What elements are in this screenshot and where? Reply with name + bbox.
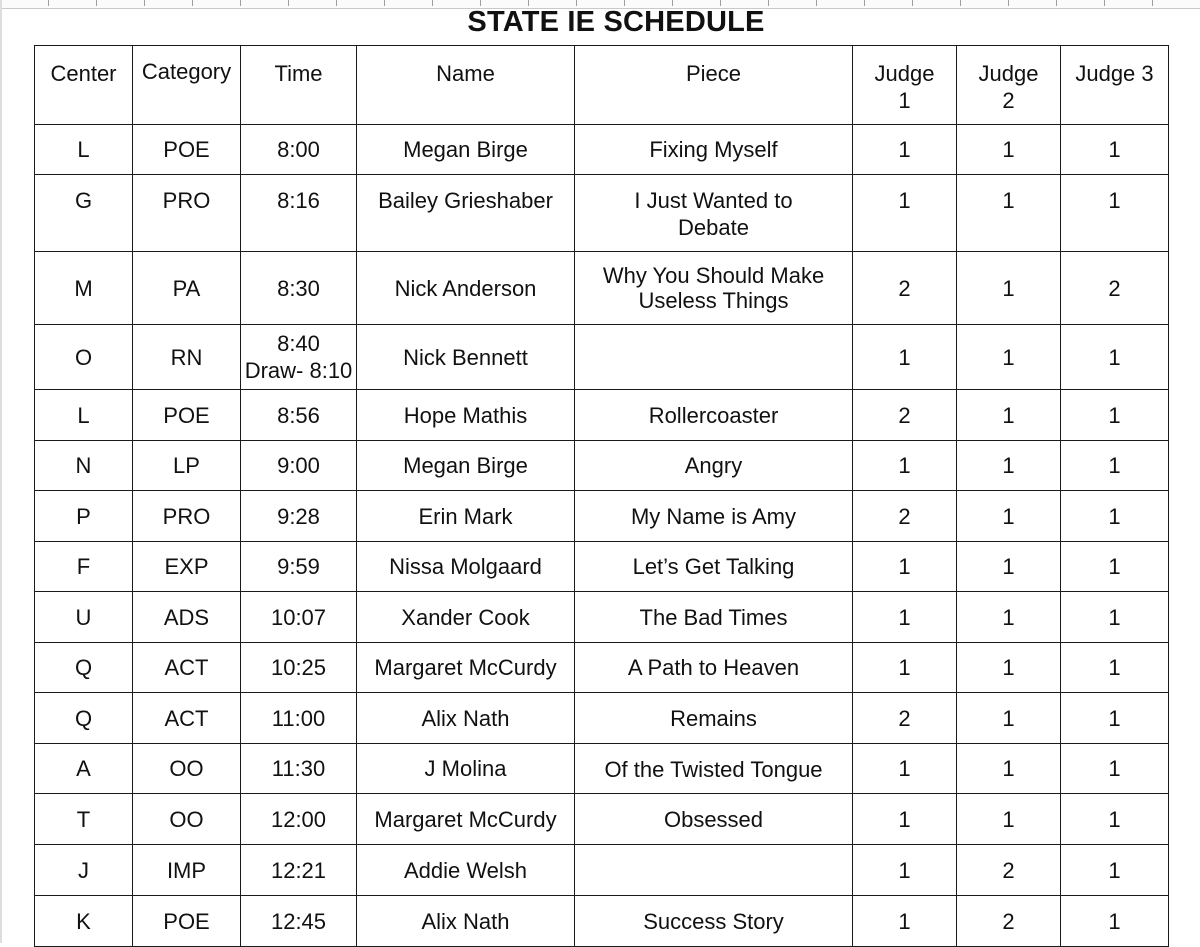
cell-piece: A Path to Heaven	[575, 643, 853, 693]
cell-judge-2: 1	[957, 542, 1061, 592]
table-row	[35, 125, 1169, 175]
header-judge-2-line2: 2	[1002, 88, 1015, 113]
cell-piece: The Bad Times	[575, 592, 853, 643]
cell-judge-3: 2	[1061, 252, 1169, 325]
table-row	[35, 252, 1169, 325]
cell-judge-1: 1	[853, 845, 957, 896]
cell-judge-1: 1	[853, 643, 957, 693]
cell-time: 9:59	[241, 542, 357, 592]
cell-time: 12:21	[241, 845, 357, 896]
header-judge-2-line1: Judge	[978, 61, 1039, 86]
cell-center: N	[35, 441, 133, 491]
cell-name: Alix Nath	[357, 896, 575, 947]
cell-judge-2: 2	[957, 896, 1061, 947]
cell-category: ACT	[133, 693, 241, 744]
cell-piece: Rollercoaster	[575, 390, 853, 441]
header-row	[35, 46, 1169, 125]
cell-judge-3: 1	[1061, 390, 1169, 441]
cell-center: P	[35, 491, 133, 542]
table-row	[35, 845, 1169, 896]
header-judge-1-line2: 1	[898, 88, 911, 113]
cell-judge-3: 1	[1061, 845, 1169, 896]
cell-time: 11:30	[241, 744, 357, 794]
cell-name: Bailey Grieshaber	[357, 175, 575, 252]
cell-judge-1: 2	[853, 491, 957, 542]
cell-piece: Remains	[575, 693, 853, 744]
table-row	[35, 491, 1169, 542]
cell-time: 8:16	[241, 175, 357, 252]
cell-piece	[575, 325, 853, 390]
cell-judge-2: 1	[957, 325, 1061, 390]
cell-time: 8:00	[241, 125, 357, 175]
cell-piece	[575, 252, 853, 325]
cell-judge-2: 1	[957, 252, 1061, 325]
header-time: Time	[241, 46, 357, 125]
cell-piece: My Name is Amy	[575, 491, 853, 542]
cell-name: Xander Cook	[357, 592, 575, 643]
cell-judge-2: 1	[957, 794, 1061, 845]
cell-center: L	[35, 390, 133, 441]
table-row	[35, 794, 1169, 845]
cell-judge-1: 1	[853, 325, 957, 390]
header-name: Name	[357, 46, 575, 125]
header-piece: Piece	[575, 46, 853, 125]
cell-piece	[575, 175, 853, 252]
cell-name: Megan Birge	[357, 125, 575, 175]
cell-piece-line1: I Just Wanted to	[634, 188, 793, 213]
table-row	[35, 896, 1169, 947]
cell-judge-2: 1	[957, 491, 1061, 542]
cell-category: PA	[133, 252, 241, 325]
header-category: Category	[133, 46, 241, 125]
cell-category: PRO	[133, 175, 241, 252]
cell-piece: Success Story	[575, 896, 853, 947]
cell-time: 8:30	[241, 252, 357, 325]
cell-center: A	[35, 744, 133, 794]
cell-judge-2: 1	[957, 390, 1061, 441]
header-center: Center	[35, 46, 133, 125]
cell-name: Alix Nath	[357, 693, 575, 744]
cell-category: POE	[133, 390, 241, 441]
cell-name: Megan Birge	[357, 441, 575, 491]
cell-center: Q	[35, 693, 133, 744]
cell-judge-3: 1	[1061, 592, 1169, 643]
cell-category: RN	[133, 325, 241, 390]
cell-name: Erin Mark	[357, 491, 575, 542]
cell-time: 11:00	[241, 693, 357, 744]
cell-category: POE	[133, 125, 241, 175]
header-judge-1-line1: Judge	[874, 61, 935, 86]
cell-judge-2: 1	[957, 592, 1061, 643]
table-row	[35, 744, 1169, 794]
cell-time: 10:07	[241, 592, 357, 643]
cell-category: EXP	[133, 542, 241, 592]
cell-judge-2: 1	[957, 744, 1061, 794]
cell-judge-3: 1	[1061, 643, 1169, 693]
cell-judge-1: 1	[853, 175, 957, 252]
cell-judge-3: 1	[1061, 491, 1169, 542]
cell-category: POE	[133, 896, 241, 947]
cell-time	[241, 325, 357, 390]
cell-time-value: 8:40	[277, 331, 320, 356]
cell-piece: Angry	[575, 441, 853, 491]
cell-piece: Of the Twisted Tongue	[575, 744, 853, 794]
cell-time-draw-note: Draw- 8:10	[244, 358, 353, 383]
cell-piece-line2: Useless Things	[638, 288, 789, 313]
page-left-edge	[0, 0, 2, 943]
cell-judge-3: 1	[1061, 542, 1169, 592]
cell-name: Nissa Molgaard	[357, 542, 575, 592]
table-row	[35, 325, 1169, 390]
cell-category: IMP	[133, 845, 241, 896]
cell-time: 9:00	[241, 441, 357, 491]
cell-name: J Molina	[357, 744, 575, 794]
cell-center: G	[35, 175, 133, 252]
cell-center: L	[35, 125, 133, 175]
cell-judge-1: 1	[853, 896, 957, 947]
cell-judge-1: 1	[853, 441, 957, 491]
schedule-table	[34, 45, 1169, 947]
cell-judge-1: 2	[853, 693, 957, 744]
cell-center: Q	[35, 643, 133, 693]
table-row	[35, 175, 1169, 252]
cell-time: 12:00	[241, 794, 357, 845]
header-judge-1	[853, 46, 957, 125]
cell-judge-2: 1	[957, 693, 1061, 744]
cell-category: LP	[133, 441, 241, 491]
table-row	[35, 441, 1169, 491]
cell-time: 12:45	[241, 896, 357, 947]
page-title: STATE IE SCHEDULE	[467, 6, 765, 38]
table-row	[35, 542, 1169, 592]
header-judge-3: Judge 3	[1061, 46, 1169, 125]
cell-name: Nick Anderson	[357, 252, 575, 325]
table-row	[35, 592, 1169, 643]
cell-judge-2: 1	[957, 643, 1061, 693]
cell-judge-1: 2	[853, 390, 957, 441]
cell-name: Addie Welsh	[357, 845, 575, 896]
cell-judge-3: 1	[1061, 744, 1169, 794]
cell-center: T	[35, 794, 133, 845]
cell-time: 8:56	[241, 390, 357, 441]
cell-judge-3: 1	[1061, 325, 1169, 390]
cell-judge-1: 1	[853, 542, 957, 592]
table-row	[35, 693, 1169, 744]
cell-center: F	[35, 542, 133, 592]
cell-judge-1: 2	[853, 252, 957, 325]
table-row	[35, 643, 1169, 693]
cell-judge-3: 1	[1061, 125, 1169, 175]
cell-judge-3: 1	[1061, 175, 1169, 252]
cell-judge-2: 1	[957, 125, 1061, 175]
cell-judge-1: 1	[853, 592, 957, 643]
cell-piece	[575, 845, 853, 896]
cell-time: 9:28	[241, 491, 357, 542]
cell-name: Margaret McCurdy	[357, 794, 575, 845]
cell-judge-2: 1	[957, 441, 1061, 491]
cell-name: Hope Mathis	[357, 390, 575, 441]
cell-judge-3: 1	[1061, 896, 1169, 947]
table-row	[35, 390, 1169, 441]
cell-judge-2: 2	[957, 845, 1061, 896]
cell-category: PRO	[133, 491, 241, 542]
cell-category: ACT	[133, 643, 241, 693]
cell-category: ADS	[133, 592, 241, 643]
cell-piece: Fixing Myself	[575, 125, 853, 175]
cell-judge-3: 1	[1061, 794, 1169, 845]
cell-category: OO	[133, 744, 241, 794]
cell-center: J	[35, 845, 133, 896]
cell-name: Nick Bennett	[357, 325, 575, 390]
cell-judge-1: 1	[853, 794, 957, 845]
cell-judge-3: 1	[1061, 693, 1169, 744]
cell-time: 10:25	[241, 643, 357, 693]
cell-piece: Obsessed	[575, 794, 853, 845]
cell-judge-1: 1	[853, 744, 957, 794]
cell-center: O	[35, 325, 133, 390]
cell-piece-line2: Debate	[678, 215, 749, 240]
cell-judge-1: 1	[853, 125, 957, 175]
cell-judge-3: 1	[1061, 441, 1169, 491]
cell-piece: Let’s Get Talking	[575, 542, 853, 592]
header-judge-2	[957, 46, 1061, 125]
cell-center: K	[35, 896, 133, 947]
cell-name: Margaret McCurdy	[357, 643, 575, 693]
cell-center: M	[35, 252, 133, 325]
cell-center: U	[35, 592, 133, 643]
cell-piece-line1: Why You Should Make	[602, 263, 825, 288]
cell-judge-2: 1	[957, 175, 1061, 252]
cell-category: OO	[133, 794, 241, 845]
